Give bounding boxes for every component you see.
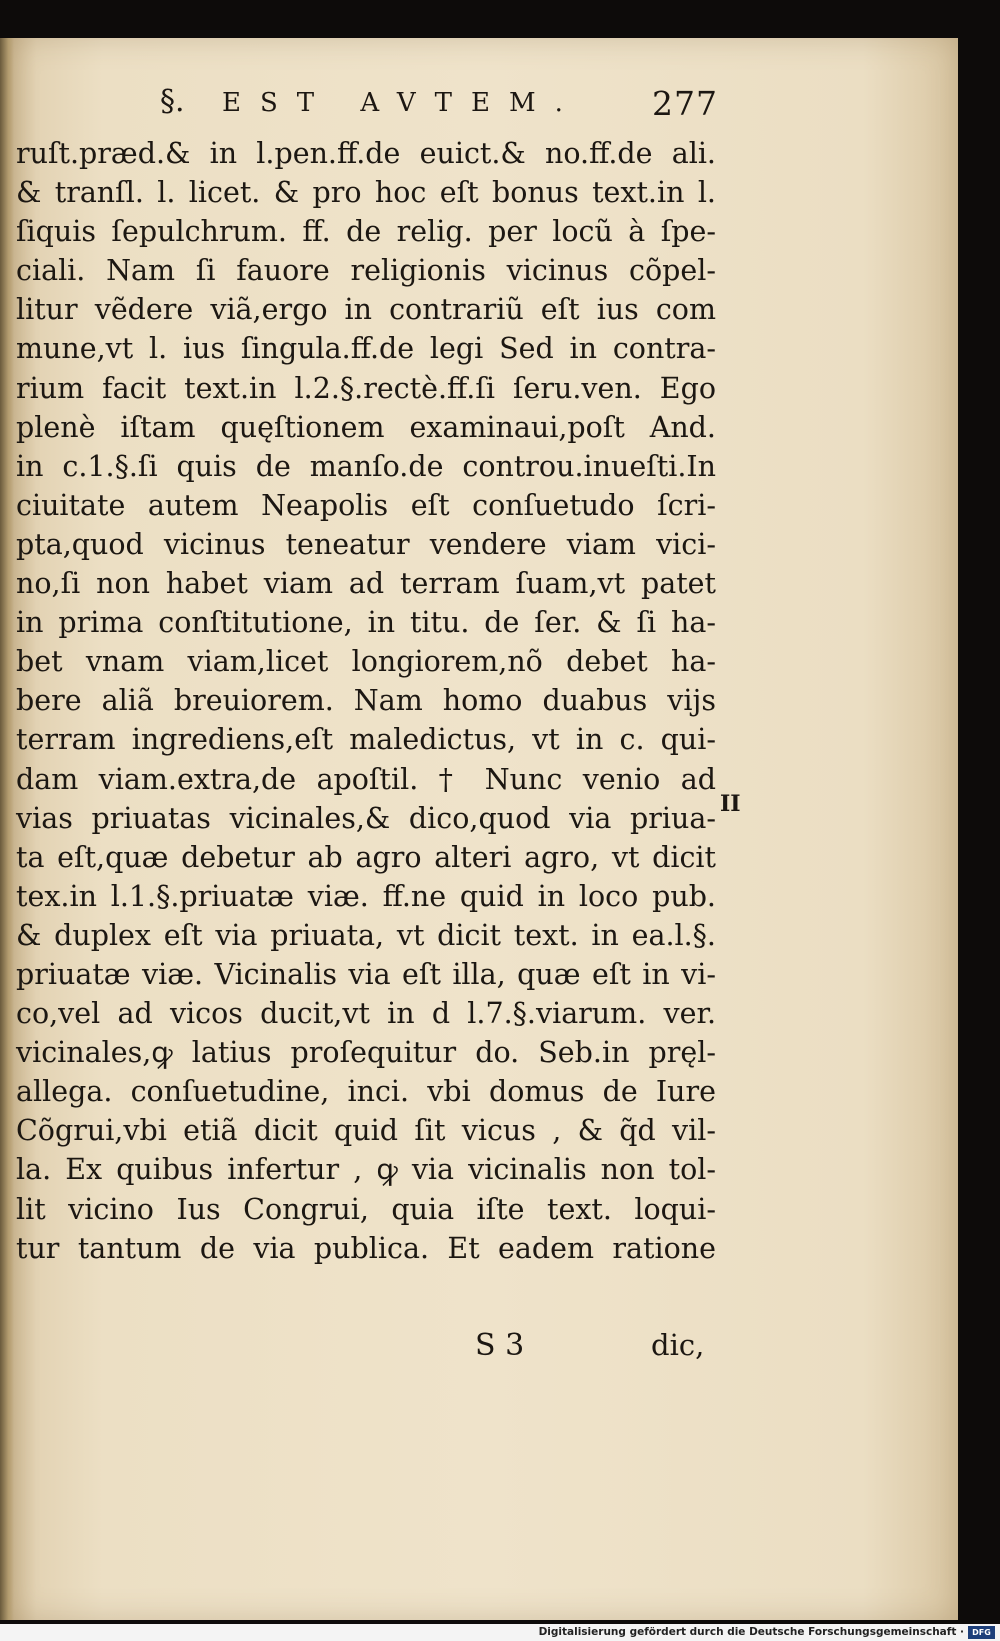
text-line: no,ſi non habet viam ad terram ſuam,vt patet (16, 567, 716, 601)
text-line: ta eſt,quæ debetur ab agro alteri agro, vt dicit (16, 840, 716, 874)
text-line: in prima conſtitutione, in titu. de ſer. & ſi ha- (16, 606, 716, 640)
text-line: priuatæ viæ. Vicinalis via eſt illa, quæ eſt in vi- (16, 957, 716, 991)
text-line: vicinales,ꝙ latius proſequitur do. Seb.in pręl- (16, 1036, 716, 1070)
text-line: plenè iſtam quęſtionem examinaui,poſt And. (16, 410, 716, 444)
text-line: & tranſl. l. licet. & pro hoc eſt bonus text.in l. (16, 176, 716, 210)
text-line: litur vẽdere viã,ergo in contrariũ eſt ius com (16, 293, 716, 327)
text-line: rium facit text.in l.2.§.rectè.ff.ſi ſeru.ven. Ego (16, 371, 716, 405)
body-text (16, 134, 716, 1268)
text-line: allega. conſuetudine, inci. vbi domus de Iure (16, 1075, 716, 1109)
text-line: ciali. Nam ſi fauore religionis vicinus cõpel- (16, 254, 716, 288)
text-line: pta,quod vicinus teneatur vendere viam vici- (16, 527, 716, 561)
running-head-section-mark: §. (160, 84, 185, 119)
text-line: la. Ex quibus infertur , ꝙ via vicinalis non tol- (16, 1153, 716, 1187)
running-head (0, 84, 1000, 128)
footer-bar (0, 1624, 1000, 1641)
text-line: terram ingrediens,eſt maledictus, vt in c. qui- (16, 723, 716, 757)
text-line: dam viam.extra,de apoſtil. † Nunc venio ad (16, 762, 716, 796)
text-line: bere aliã breuiorem. Nam homo duabus vijs (16, 684, 716, 718)
text-line: & duplex eſt via priuata, vt dicit text. in ea.l.§. (16, 918, 716, 952)
text-line: ſiquis ſepulchrum. ff. de relig. per locũ à ſpe- (16, 215, 716, 249)
page-number: 277 (652, 84, 718, 123)
catchword: dic, (651, 1328, 705, 1362)
text-line: tur tantum de via publica. Et eadem ratione (16, 1231, 716, 1265)
dfg-logo-icon: DFG (968, 1626, 995, 1639)
text-line: ciuitate autem Neapolis eſt conſuetudo ſcri- (16, 488, 716, 522)
text-line: ruſt.præd.& in l.pen.ff.de euict.& no.ff.de ali. (16, 137, 716, 170)
text-line: mune,vt l. ius ſingula.ff.de legi Sed in contra- (16, 332, 716, 366)
text-line: in c.1.§.ſi quis de manſo.de controu.inueſti.In (16, 449, 716, 483)
margin-note: II (720, 791, 741, 817)
text-line: bet vnam viam,licet longiorem,nõ debet ha- (16, 645, 716, 679)
running-head-title: EST AVTEM. (222, 88, 582, 118)
signature-mark: S 3 (475, 1328, 525, 1363)
text-line: vias priuatas vicinales,& dico,quod via priua- (16, 801, 716, 835)
text-line: Cõgrui,vbi etiã dicit quid ſit vicus , & q̃d vil- (16, 1114, 716, 1148)
text-line: tex.in l.1.§.priuatæ viæ. ff.ne quid in loco pub. (16, 879, 716, 913)
footer-credit: Digitalisierung gefördert durch die Deutsche Forschungsgemeinschaft · (538, 1626, 964, 1638)
text-line: lit vicino Ius Congrui, quia iſte text. loqui- (16, 1192, 716, 1226)
text-line: co,vel ad vicos ducit,vt in d l.7.§.viarum. ver. (16, 997, 716, 1031)
book-spine-edge (0, 38, 14, 1620)
